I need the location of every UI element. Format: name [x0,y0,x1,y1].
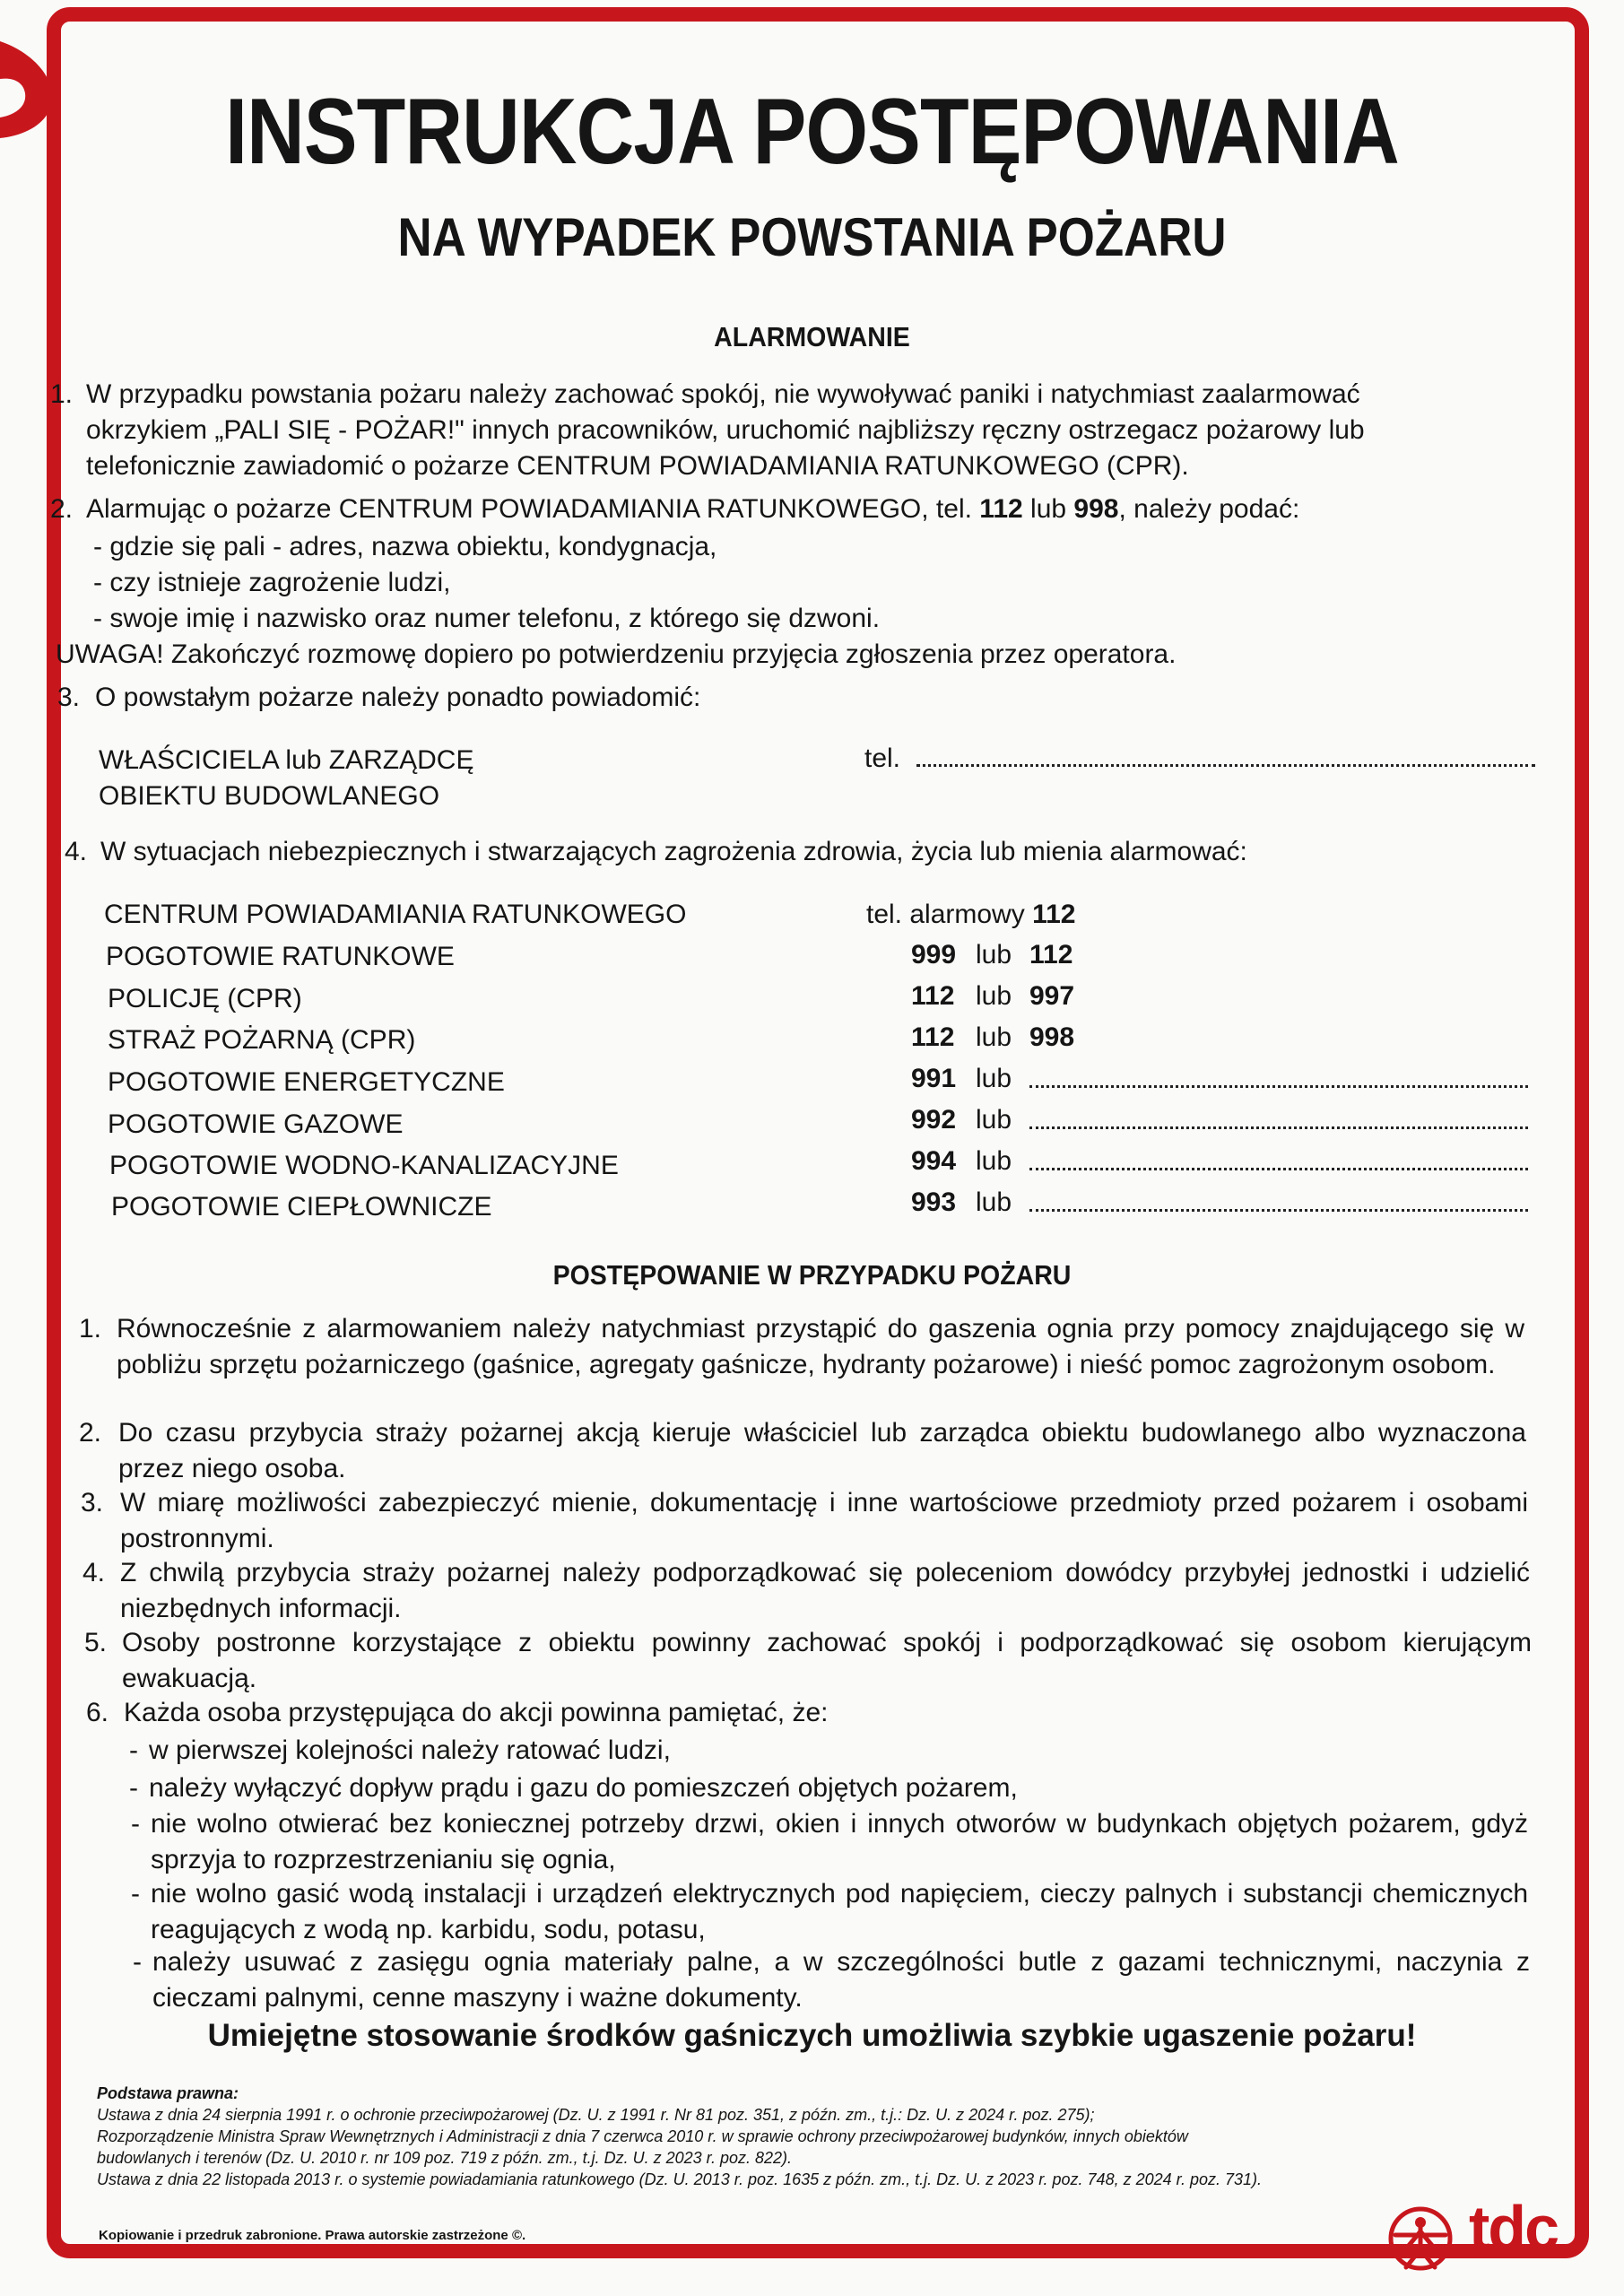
fire-bullet: w pierwszej kolejności należy ratować ludzi, [149,1735,671,1765]
fire-item: Do czasu przybycia straży pożarnej akcją kieruje właściciel lub zarządca obiektu budowlanego albo wyznaczona przez niego osoba. [118,1418,1526,1483]
alarm-item4: W sytuacjach niebezpiecznych i stwarzających zagrożenia zdrowia, życia lub mienia alarmować: [100,837,1247,866]
alarm-item1-line1: W przypadku powstania pożaru należy zachować spokój, nie wywoływać paniki i natychmiast zaalarmować [86,379,1360,409]
fire-bullet-dash: - [133,1947,142,1977]
owner-label-line1: WŁAŚCICIELA lub ZARZĄDCĘ [99,745,474,775]
legal-heading: Podstawa prawna: [97,2084,239,2102]
alarm-item2: Alarmując o pożarze CENTRUM POWIADAMIANIA RATUNKOWEGO, tel. 112 lub 998, należy podać: [86,494,1300,524]
service-name: POLICJĘ (CPR) [108,984,302,1013]
fire-item: Z chwilą przybycia straży pożarnej należy podporządkować się poleceniom dowódcy przybyłej jednostki i udzielić niezbędnych informacji. [120,1558,1530,1623]
service-lub: lub [976,981,1012,1011]
owner-tel-label: tel. [864,744,901,773]
service-number: 994 [911,1146,957,1176]
legal-line: budowlanych i terenów (Dz. U. 2010 r. nr 109 poz. 719 z późn. zm., t.j. Dz. U. z 2023 r. poz. 822). [97,2149,793,2167]
service-number: 998 [1029,1022,1075,1052]
service-number: 999 [911,940,957,970]
service-name: POGOTOWIE ENERGETYCZNE [108,1067,505,1097]
vitruvian-logo-icon [1386,2205,1455,2273]
item-number: 5. [84,1628,108,1657]
service-lub: lub [976,1187,1012,1217]
service-number: 112 [1029,940,1073,970]
item-number: 4. [65,837,88,866]
service-lub: lub [976,1064,1012,1093]
item-number: 2. [50,494,74,524]
fire-bullet: nie wolno otwierać bez koniecznej potrzeby drzwi, okien i innych otworów w budynkach objętych pożarem, gdyż sprzyja to rozprzestrzenianiu się ognia, [151,1809,1528,1874]
fire-bullet-dash: - [129,1773,138,1803]
service-number: 991 [911,1064,957,1093]
section-heading-alarm: ALARMOWANIE [714,321,910,352]
fire-item: Równocześnie z alarmowaniem należy natychmiast przystąpić do gaszenia ognia przy pomocy znajdującego się w pobliżu sprzętu pożarniczego (gaśnice, agregaty gaśnicze, hydranty pożarowe) i nieść pomoc zagrożonym osobom. [117,1314,1524,1379]
service-name: POGOTOWIE WODNO-KANALIZACYJNE [109,1151,619,1180]
cpr-name: CENTRUM POWIADAMIANIA RATUNKOWEGO [104,900,687,929]
fire-item6: Każda osoba przystępująca do akcji powinna pamiętać, że: [124,1698,829,1727]
copyright-notice: Kopiowanie i przedruk zabronione. Prawa autorskie zastrzeżone ©. [99,2228,526,2243]
page-subtitle: NA WYPADEK POWSTANIA POŻARU [397,207,1227,267]
service-number: 993 [911,1187,957,1217]
service-number: 112 [911,981,955,1011]
brand-logo-text: tdc [1469,2193,1558,2263]
service-name: POGOTOWIE GAZOWE [108,1109,404,1139]
flame-icon [0,32,63,140]
fire-bullet-dash: - [129,1735,138,1765]
legal-line: Ustawa z dnia 24 sierpnia 1991 r. o ochronie przeciwpożarowej (Dz. U. z 1991 r. Nr 81 poz. 351, z późn. zm., t.j.: Dz. U. z 2024 r. poz. 275); [97,2106,1095,2124]
service-lub: lub [976,1146,1012,1176]
alarm-warning: UWAGA! Zakończyć rozmowę dopiero po potwierdzeniu przyjęcia zgłoszenia przez operatora. [56,639,1177,669]
service-name: STRAŻ POŻARNĄ (CPR) [108,1025,416,1055]
fire-bullet-dash: - [131,1809,140,1839]
alarm-item1-line3: telefonicznie zawiadomić o pożarze CENTRUM POWIADAMIANIA RATUNKOWEGO (CPR). [86,451,1189,481]
alarm-bullet: - gdzie się pali - adres, nazwa obiektu, kondygnacja, [93,532,717,561]
alarm-item3: O powstałym pożarze należy ponadto powiadomić: [95,683,701,712]
item-number: 3. [57,683,81,712]
alarm-item1-line2: okrzykiem „PALI SIĘ - POŻAR!" innych pracowników, uruchomić najbliższy ręczny ostrzegacz pożarowy lub [86,415,1365,445]
service-lub: lub [976,940,1012,970]
service-number: 997 [1029,981,1075,1011]
service-number: 112 [911,1022,955,1052]
fire-bullet: należy usuwać z zasięgu ognia materiały palne, a w szczególności butle z gazami technicznymi, naczynia z cieczami palnymi, cenne maszyny i ważne dokumenty. [152,1947,1530,2013]
fire-item: W miarę możliwości zabezpieczyć mienie, dokumentację i inne wartościowe przedmioty przed pożarem i osobami postronnymi. [120,1488,1528,1553]
alarm-bullet: - czy istnieje zagrożenie ludzi, [93,568,451,597]
item-number: 6. [86,1698,109,1727]
fill-in-line [1029,1209,1528,1212]
legal-line: Rozporządzenie Ministra Spraw Wewnętrznych i Administracji z dnia 7 czerwca 2010 r. w sprawie ochrony przeciwpożarowej budynków, innych obiektów [97,2127,1188,2145]
service-name: POGOTOWIE RATUNKOWE [106,942,455,971]
item-number: 1. [79,1314,102,1344]
page-title: INSTRUKCJA POSTĘPOWANIA [225,80,1399,184]
fire-bullet: należy wyłączyć dopływ prądu i gazu do pomieszczeń objętych pożarem, [149,1773,1018,1803]
fill-in-line [1029,1126,1528,1129]
item-number: 1. [50,379,74,409]
fire-bullet-dash: - [131,1879,140,1909]
item-number: 2. [79,1418,102,1448]
fire-item: Osoby postronne korzystające z obiektu powinny zachować spokój i podporządkować się osobom kierującym ewakuacją. [122,1628,1532,1693]
cpr-tel: tel. alarmowy 112 [866,900,1076,929]
fill-in-line [1029,1085,1528,1088]
item-number: 4. [83,1558,106,1587]
fill-in-line [916,764,1535,767]
service-lub: lub [976,1022,1012,1052]
section-heading-fire: POSTĘPOWANIE W PRZYPADKU POŻARU [552,1259,1072,1291]
owner-label-line2: OBIEKTU BUDOWLANEGO [99,781,440,811]
closing-statement: Umiejętne stosowanie środków gaśniczych umożliwia szybkie ugaszenie pożaru! [207,2018,1417,2053]
alarm-bullet: - swoje imię i nazwisko oraz numer telefonu, z którego się dzwoni. [93,604,881,633]
fire-bullet: nie wolno gasić wodą instalacji i urządzeń elektrycznych pod napięciem, cieczy palnych i substancji chemicznych reagujących z wodą np. karbidu, sodu, potasu, [151,1879,1528,1944]
item-number: 3. [81,1488,104,1518]
service-name: POGOTOWIE CIEPŁOWNICZE [111,1192,492,1222]
service-number: 992 [911,1105,957,1135]
fill-in-line [1029,1168,1528,1170]
service-lub: lub [976,1105,1012,1135]
legal-line: Ustawa z dnia 22 listopada 2013 r. o systemie powiadamiania ratunkowego (Dz. U. 2013 r. poz. 1635 z późn. zm., t.j. Dz. U. z 2023 r. poz. 748, z 2024 r. poz. 731). [97,2170,1263,2188]
